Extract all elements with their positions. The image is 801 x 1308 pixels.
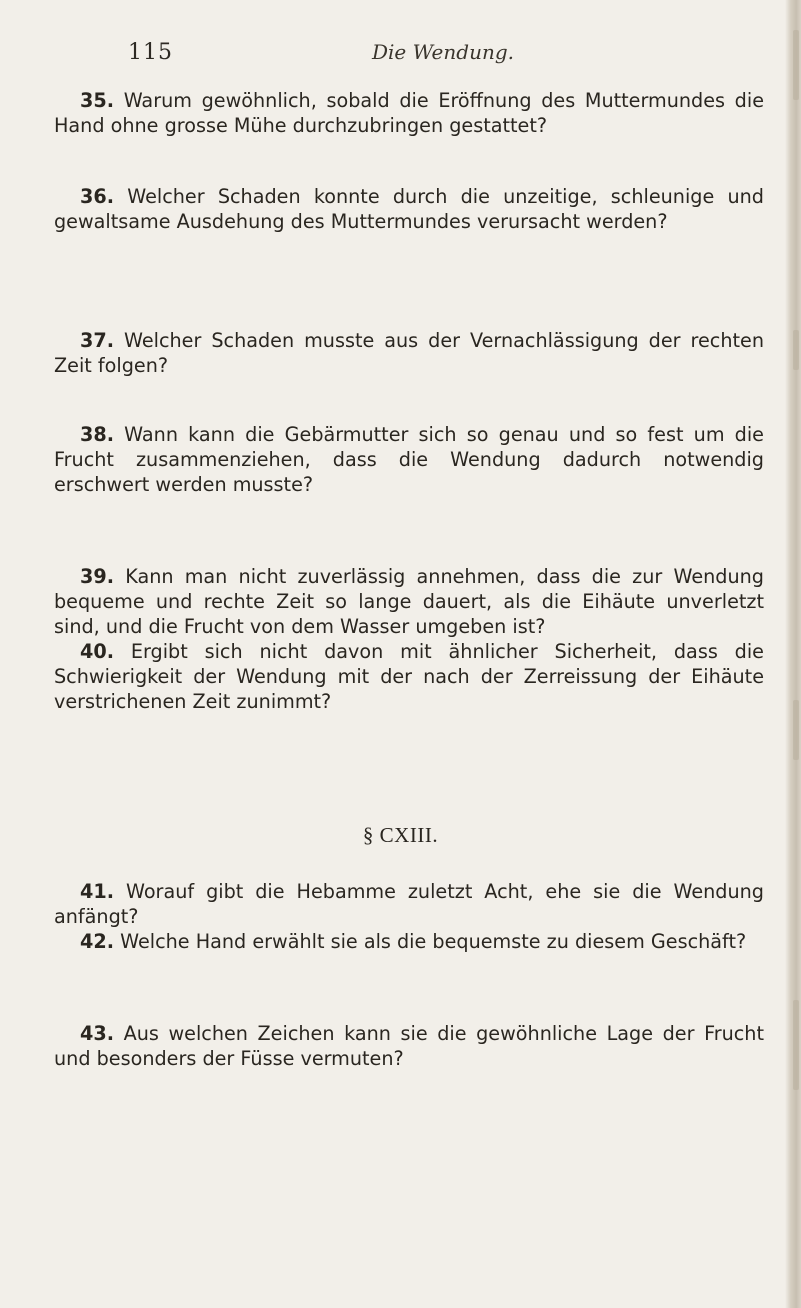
question-text: Warum gewöhnlich, sobald die Eröffnung des Muttermundes die Hand ohne grosse Mühe durchzubringen gestattet? <box>54 89 764 137</box>
page-edge-mark <box>793 330 799 370</box>
question-block-43 <box>54 1021 764 1071</box>
question-40 <box>54 639 764 714</box>
question-text: Wann kann die Gebärmutter sich so genau und so fest um die Frucht zusammenziehen, dass die Wendung dadurch notwendig erschwert werden musste? <box>54 423 764 496</box>
question-number: 43. <box>80 1022 114 1045</box>
question-41 <box>54 879 764 929</box>
question-block-37 <box>54 328 764 378</box>
question-number: 38. <box>80 423 114 446</box>
question-text: Welcher Schaden musste aus der Vernachlässigung der rechten Zeit folgen? <box>54 329 764 377</box>
running-title: Die Wendung. <box>372 40 514 64</box>
question-text: Welche Hand erwählt sie als die bequemste zu diesem Geschäft? <box>120 930 747 953</box>
question-number: 35. <box>80 89 114 112</box>
question-35 <box>54 88 764 138</box>
question-39 <box>54 564 764 639</box>
question-block-38 <box>54 422 764 497</box>
question-number: 37. <box>80 329 114 352</box>
question-text: Welcher Schaden konnte durch die unzeitige, schleunige und gewaltsame Ausdehung des Muttermundes verursacht werden? <box>54 185 764 233</box>
running-head <box>128 40 758 72</box>
page-edge-mark <box>793 700 799 760</box>
question-text: Worauf gibt die Hebamme zuletzt Acht, ehe sie die Wendung anfängt? <box>54 880 764 928</box>
question-text: Ergibt sich nicht davon mit ähnlicher Sicherheit, dass die Schwierigkeit der Wendung mit der nach der Zerreissung der Eihäute verstrichenen Zeit zunimmt? <box>54 640 764 713</box>
section-heading: § CXIII. <box>362 823 439 847</box>
question-text: Aus welchen Zeichen kann sie die gewöhnliche Lage der Frucht und besonders der Füsse vermuten? <box>54 1022 764 1070</box>
question-42 <box>54 929 764 954</box>
question-number: 36. <box>80 185 114 208</box>
question-block-39-40 <box>54 564 764 714</box>
question-block-35 <box>54 88 764 138</box>
page-edge-shadow <box>785 0 801 1308</box>
question-block-36 <box>54 184 764 234</box>
question-text: Kann man nicht zuverlässig annehmen, dass die zur Wendung bequeme und rechte Zeit so lange dauert, als die Eihäute unverletzt sind, und die Frucht von dem Wasser umgeben ist? <box>54 565 764 638</box>
question-number: 40. <box>80 640 114 663</box>
question-number: 39. <box>80 565 114 588</box>
page-edge-mark <box>793 1000 799 1090</box>
question-36 <box>54 184 764 234</box>
question-38 <box>54 422 764 497</box>
page-number: 115 <box>128 40 173 65</box>
question-number: 42. <box>80 930 114 953</box>
page-edge-mark <box>793 30 799 100</box>
question-number: 41. <box>80 880 114 903</box>
question-43 <box>54 1021 764 1071</box>
question-block-41-42 <box>54 879 764 954</box>
question-37 <box>54 328 764 378</box>
